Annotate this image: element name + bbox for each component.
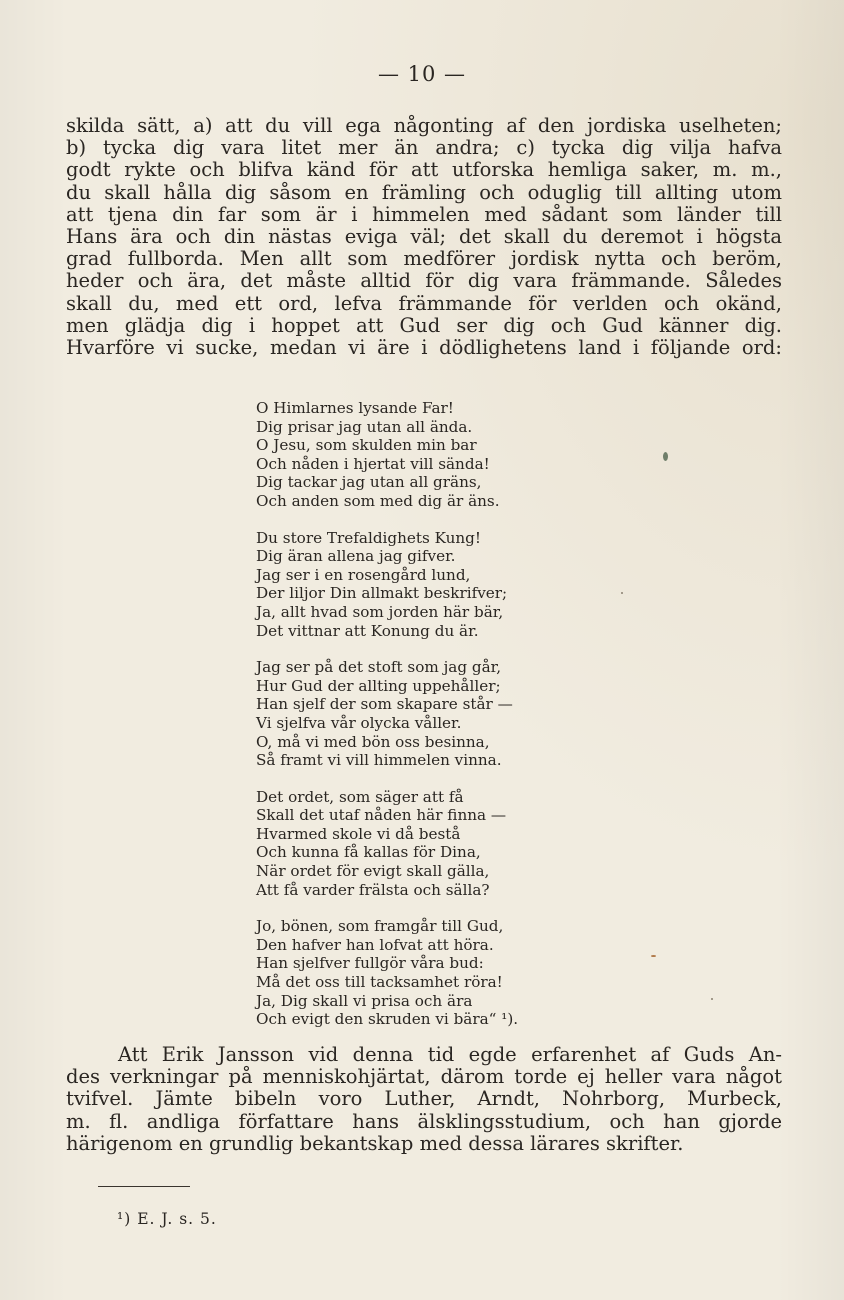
page-number: — 10 — — [377, 62, 467, 86]
text-line: heder och ära, det måste alltid för dig vara främmande. Således — [66, 269, 782, 293]
poem-verse: Vi sjelfva vår olycka våller. — [256, 713, 462, 732]
poem-verse: Han sjelf der som skapare står — — [256, 695, 513, 714]
text-line: skilda sätt, a) att du vill ega någonting af den jordiska uselheten; — [66, 114, 782, 137]
poem-stanza-2 — [256, 529, 596, 641]
poem-stanza-1 — [256, 399, 596, 511]
poem-verse: O Himlarnes lysande Far! — [256, 399, 454, 417]
poem-verse: När ordet för evigt skall gälla, — [256, 862, 490, 881]
text-line: du skall hålla dig såsom en främling och oduglig till allting utom — [66, 180, 782, 204]
poem-verse: Dig tackar jag utan all gräns, — [256, 473, 482, 492]
poem-verse: Du store Trefaldighets Kung! — [256, 528, 482, 547]
poem-verse: Dig äran allena jag gifver. — [256, 547, 456, 566]
poem-verse: Och nåden i hjertat vill sända! — [256, 454, 490, 473]
text-line: skall du, med ett ord, lefva främmande för verlden och okänd, — [66, 291, 782, 315]
text-line: tvifvel. Jämte bibeln voro Luther, Arndt, Nohrborg, Murbeck, — [66, 1087, 782, 1111]
poem-verse: Så framt vi vill himmelen vinna. — [256, 751, 502, 770]
footnote: ¹) E. J. s. 5. — [117, 1210, 217, 1228]
text-line: godt rykte och blifva känd för att utforska hemliga saker, m. m., — [66, 158, 782, 182]
text-line: härigenom en grundlig bekantskap med dessa lärares skrifter. — [66, 1131, 684, 1155]
paragraph-erik-jansson — [66, 1044, 782, 1155]
poem-stanza-3 — [256, 658, 596, 770]
poem-verse: Det ordet, som säger att få — [256, 787, 464, 806]
poem-verse: Hvarmed skole vi då bestå — [256, 824, 461, 843]
poem-verse: Han sjelfver fullgör våra bud: — [256, 954, 484, 973]
poem-verse: Skall det utaf nåden här finna — — [256, 806, 507, 825]
poem-verse: Ja, Dig skall vi prisa och ära — [256, 991, 473, 1010]
text-line: b) tycka dig vara litet mer än andra; c) tycka dig vilja hafva — [66, 136, 782, 160]
poem-verse: Och anden som med dig är äns. — [256, 491, 500, 510]
text-line: Hans ära och din nästas eviga väl; det skall du deremot i högsta — [66, 225, 782, 249]
poem-verse: Den hafver han lofvat att höra. — [256, 935, 494, 954]
poem-verse: Och evigt den skruden vi bära“ ¹). — [256, 1010, 519, 1029]
poem-verse: Jag ser i en rosengård lund, — [256, 565, 471, 584]
poem-verse: Hur Gud der allting uppehåller; — [256, 676, 501, 695]
text-line: men glädja dig i hoppet att Gud ser dig och Gud känner dig. — [66, 313, 782, 337]
footnote-divider — [98, 1186, 190, 1187]
hymn-poem — [256, 399, 596, 1047]
text-line: m. fl. andliga författare hans älsklingsstudium, och han gjorde — [66, 1109, 782, 1133]
paragraph-intro — [66, 115, 782, 359]
text-line: grad fullborda. Men allt som medförer jordisk nytta och beröm, — [66, 247, 782, 271]
poem-verse: Jag ser på det stoft som jag går, — [256, 658, 502, 677]
poem-verse: O Jesu, som skulden min bar — [256, 436, 477, 455]
poem-verse: Der liljor Din allmakt beskrifver; — [256, 584, 508, 603]
poem-verse: Att få varder frälsta och sälla? — [256, 880, 490, 899]
poem-verse: Och kunna få kallas för Dina, — [256, 843, 481, 862]
poem-verse: Må det oss till tacksamhet röra! — [256, 973, 503, 992]
ink-speck — [621, 592, 623, 594]
poem-verse: Det vittnar att Konung du är. — [256, 621, 479, 640]
text-line: Hvarföre vi sucke, medan vi äre i dödlighetens land i följande ord: — [66, 336, 782, 360]
poem-stanza-4 — [256, 788, 596, 900]
ink-speck — [651, 955, 656, 957]
poem-stanza-5 — [256, 917, 596, 1029]
poem-verse: Jo, bönen, som framgår till Gud, — [256, 917, 504, 936]
poem-verse: Dig prisar jag utan all ända. — [256, 417, 473, 436]
text-line: des verkningar på menniskohjärtat, därom torde ej heller vara något — [66, 1065, 782, 1089]
text-line: Att Erik Jansson vid denna tid egde erfarenhet af Guds An- — [118, 1043, 782, 1066]
ink-speck — [663, 452, 668, 461]
poem-verse: Ja, allt hvad som jorden här bär, — [256, 602, 504, 621]
ink-speck — [711, 998, 713, 1000]
poem-verse: O, må vi med bön oss besinna, — [256, 732, 490, 751]
text-line: att tjena din far som är i himmelen med sådant som länder till — [66, 202, 782, 226]
